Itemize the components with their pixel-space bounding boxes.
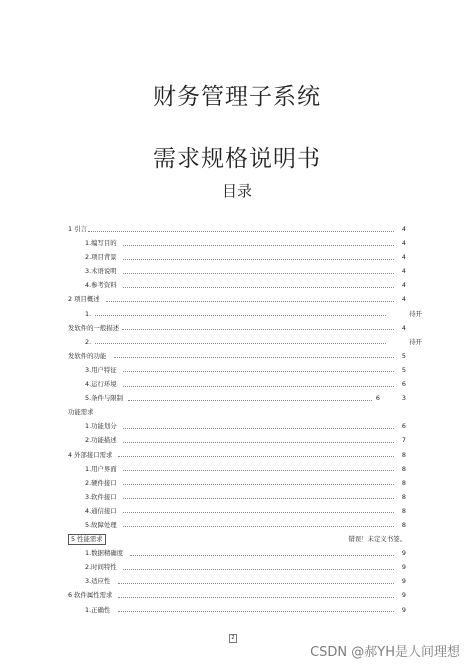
toc-entry-label: 1.功能划分 xyxy=(85,422,117,431)
toc-leader-dots xyxy=(122,329,394,330)
toc-entry-label: 6 软件属性需求 xyxy=(68,591,113,600)
toc-entry-label: 5.条件与限制 xyxy=(85,394,124,403)
toc-entry[interactable] xyxy=(68,490,406,504)
toc-entry-page: 9 xyxy=(401,591,406,600)
toc-entry[interactable] xyxy=(68,236,406,250)
toc-leader-dots xyxy=(123,259,394,260)
toc-leader-dots xyxy=(123,287,394,288)
toc-leader-dots xyxy=(123,386,394,387)
toc-entry-label: 3.软件接口 xyxy=(85,492,117,501)
toc-entry-page: 8 xyxy=(401,450,406,459)
toc-leader-dots xyxy=(123,526,394,527)
toc-entry[interactable] xyxy=(68,391,406,405)
toc-entry[interactable] xyxy=(68,264,406,278)
toc-entry-label: 1.用户界面 xyxy=(85,464,117,473)
page-number-box: 2 xyxy=(229,634,237,643)
toc-entry-label: 1.数据精确度 xyxy=(85,549,124,558)
toc-leader-dots xyxy=(95,343,386,344)
toc-entry-page: 待开 xyxy=(409,337,422,346)
toc-entry-label: 4.通信接口 xyxy=(85,506,117,515)
toc-leader-dots xyxy=(118,456,394,457)
toc-entry-label: 发软件的功能 xyxy=(68,351,107,360)
toc-entry[interactable] xyxy=(68,419,406,433)
toc-leader-dots xyxy=(123,428,394,429)
toc-entry[interactable] xyxy=(68,292,406,306)
toc-entry[interactable] xyxy=(68,532,406,546)
toc-entry-page: 待开 xyxy=(409,309,422,318)
toc-entry-label: 5 性能需求 xyxy=(68,534,106,545)
toc-leader-dots xyxy=(114,357,394,358)
toc-entry-label: 功能需求 xyxy=(68,408,94,417)
toc-entry-label: 4.参考资料 xyxy=(85,281,117,290)
toc-entry-page: 9 xyxy=(401,605,406,614)
toc-leader-dots xyxy=(95,315,386,316)
toc-leader-dots xyxy=(88,231,394,232)
toc-entry-label: 2. xyxy=(85,337,92,346)
toc-entry-page: 8 xyxy=(401,478,406,487)
toc-entry[interactable] xyxy=(68,476,406,490)
toc-leader-dots xyxy=(123,442,394,443)
toc-entry[interactable] xyxy=(68,321,406,335)
toc-entry[interactable] xyxy=(68,518,406,532)
toc-entry-label: 2.功能描述 xyxy=(85,436,117,445)
toc-entry[interactable] xyxy=(68,278,406,292)
toc-entry-page: 9 xyxy=(401,563,406,572)
toc-entry-page: 5 xyxy=(401,351,406,360)
toc-leader-dots xyxy=(118,611,394,612)
toc-entry[interactable] xyxy=(68,603,406,617)
toc-entry-page: 8 xyxy=(401,506,406,515)
toc-leader-dots xyxy=(123,470,394,471)
toc-entry-label: 3.适应性 xyxy=(85,577,111,586)
toc-entry-label: 2 项目概述 xyxy=(68,295,100,304)
toc-entry[interactable] xyxy=(68,433,406,447)
toc-leader-dots xyxy=(130,555,394,556)
toc-entry-page: 6 xyxy=(401,422,406,431)
toc-entry-label: 5.故障处理 xyxy=(85,520,117,529)
toc-leader-dots xyxy=(106,301,394,302)
toc-entry-label: 3.用户特征 xyxy=(85,365,117,374)
toc-entry[interactable] xyxy=(68,222,406,236)
toc-entry-page-extra: 3 xyxy=(401,394,406,403)
toc-entry-label: 4 外部接口需求 xyxy=(68,450,113,459)
toc-entry-page: 4 xyxy=(401,239,406,248)
toc-entry-page: 4 xyxy=(401,267,406,276)
document-title: 财务管理子系统 xyxy=(153,84,321,110)
toc-leader-dots xyxy=(123,512,394,513)
toc-entry[interactable] xyxy=(68,560,406,574)
toc-entry-page: 9 xyxy=(401,549,406,558)
toc-entry-label: 1.编写目的 xyxy=(85,239,117,248)
toc-heading: 目录 xyxy=(221,182,252,200)
toc-entry[interactable] xyxy=(68,307,422,321)
toc-entry-label: 2.时间特性 xyxy=(85,563,117,572)
toc-entry[interactable] xyxy=(68,335,422,349)
toc-entry[interactable] xyxy=(68,405,406,419)
toc-entry[interactable] xyxy=(68,462,406,476)
toc-leader-dots xyxy=(123,273,394,274)
toc-entry[interactable] xyxy=(68,546,406,560)
toc-entry-page: 4 xyxy=(401,295,406,304)
toc-entry-page: 4 xyxy=(401,323,406,332)
toc-entry[interactable] xyxy=(68,448,406,462)
toc-entry-label: 3.术语说明 xyxy=(85,267,117,276)
toc-leader-dots xyxy=(118,583,394,584)
toc-entry-label: 1.正确性 xyxy=(85,605,111,614)
toc-entry[interactable] xyxy=(68,349,406,363)
toc-entry-page: 6 xyxy=(375,394,380,403)
toc-entry[interactable] xyxy=(68,574,406,588)
toc-entry[interactable] xyxy=(68,588,406,602)
toc-leader-dots xyxy=(123,484,394,485)
toc-entry-label: 1 引言 xyxy=(68,225,87,233)
toc-leader-dots xyxy=(118,597,394,598)
toc-entry[interactable] xyxy=(68,377,406,391)
toc-entry[interactable] xyxy=(68,250,406,264)
toc-entry-page: 8 xyxy=(401,492,406,501)
toc-entry-page: 9 xyxy=(401,577,406,586)
toc-entry[interactable] xyxy=(68,363,406,377)
toc-entry-page: 5 xyxy=(401,365,406,374)
toc-entry-page: 6 xyxy=(401,380,406,389)
toc-leader-dots xyxy=(128,400,372,401)
csdn-watermark: CSDN @郝YH是人间理想 xyxy=(310,645,460,660)
toc-entry-page: 8 xyxy=(401,520,406,529)
toc-entry-page: 4 xyxy=(401,225,406,233)
table-of-contents xyxy=(68,222,422,617)
toc-entry-page: 4 xyxy=(401,253,406,262)
toc-leader-dots xyxy=(123,245,394,246)
toc-entry-label: 2.项目背景 xyxy=(85,253,117,262)
toc-entry-page: 7 xyxy=(401,436,406,445)
toc-error-message: 错误！未定义书签。 xyxy=(348,535,406,544)
toc-entry-label: 发软件的一般描述 xyxy=(68,323,120,332)
toc-entry[interactable] xyxy=(68,504,406,518)
toc-entry-label: 4.运行环境 xyxy=(85,380,117,389)
toc-entry-label: 2.硬件接口 xyxy=(85,478,117,487)
toc-entry-label: 1. xyxy=(85,309,92,318)
toc-leader-dots xyxy=(123,569,394,570)
document-subtitle: 需求规格说明书 xyxy=(153,146,321,172)
toc-entry-page: 8 xyxy=(401,464,406,473)
toc-leader-dots xyxy=(123,498,394,499)
toc-entry-page: 4 xyxy=(401,281,406,290)
toc-leader-dots xyxy=(123,371,394,372)
